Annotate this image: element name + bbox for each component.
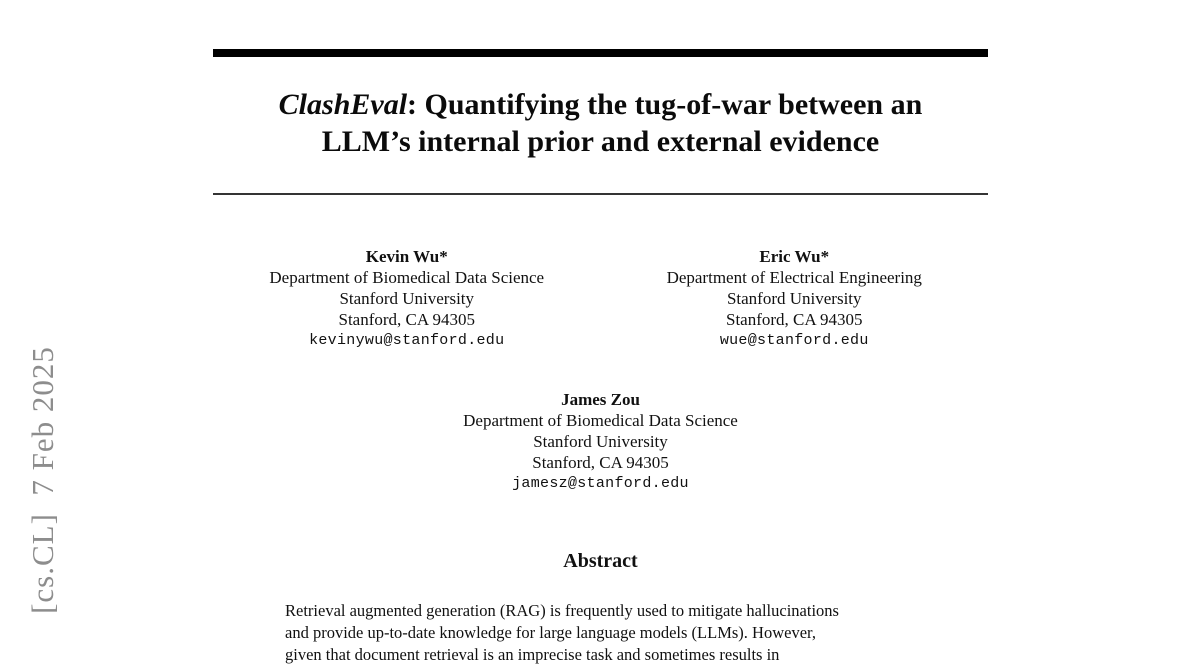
top-rule [213,49,988,57]
authors-row [213,246,988,352]
title-italic-part: ClashEval [278,88,408,121]
title-line1-rest: : Quantifying the tug-of-war between an [407,88,923,121]
author-university: Stanford University [339,289,475,308]
title-rule [213,193,988,195]
paper-title [213,86,988,160]
author-address: Stanford, CA 94305 [726,310,863,329]
author-university: Stanford University [726,289,862,308]
author-dept: Department of Electrical Engineering [666,268,922,287]
abstract-text-line-2: and provide up-to-date knowledge for large language models (LLMs). However, [285,623,816,642]
title-line-2: LLM’s internal prior and external evidence [321,125,880,158]
title-line-1 [213,86,988,123]
author-dept: Department of Biomedical Data Science [463,411,738,430]
author-name: Kevin Wu* [365,247,448,266]
arxiv-category-date-stamp: [cs.CL] 7 Feb 2025 [25,346,60,614]
author-block-james-zou [213,389,988,495]
author-email: jamesz@stanford.edu [512,475,689,492]
author-email: kevinywu@stanford.edu [309,332,505,349]
abstract-text-line-1: Retrieval augmented generation (RAG) is frequently used to mitigate hallucinations [285,601,839,620]
author-university: Stanford University [533,432,668,451]
author-block-kevin-wu [213,246,601,352]
abstract-heading: Abstract [563,550,638,572]
author-name: Eric Wu* [759,247,830,266]
author-address: Stanford, CA 94305 [338,310,475,329]
author-email: wue@stanford.edu [719,332,869,349]
author-block-eric-wu [601,246,989,352]
author-dept: Department of Biomedical Data Science [269,268,545,287]
author-address: Stanford, CA 94305 [532,453,669,472]
abstract-text-line-3-clipped: given that document retrieval is an imprecise task and sometimes results in [285,645,780,664]
author-name: James Zou [561,390,640,409]
